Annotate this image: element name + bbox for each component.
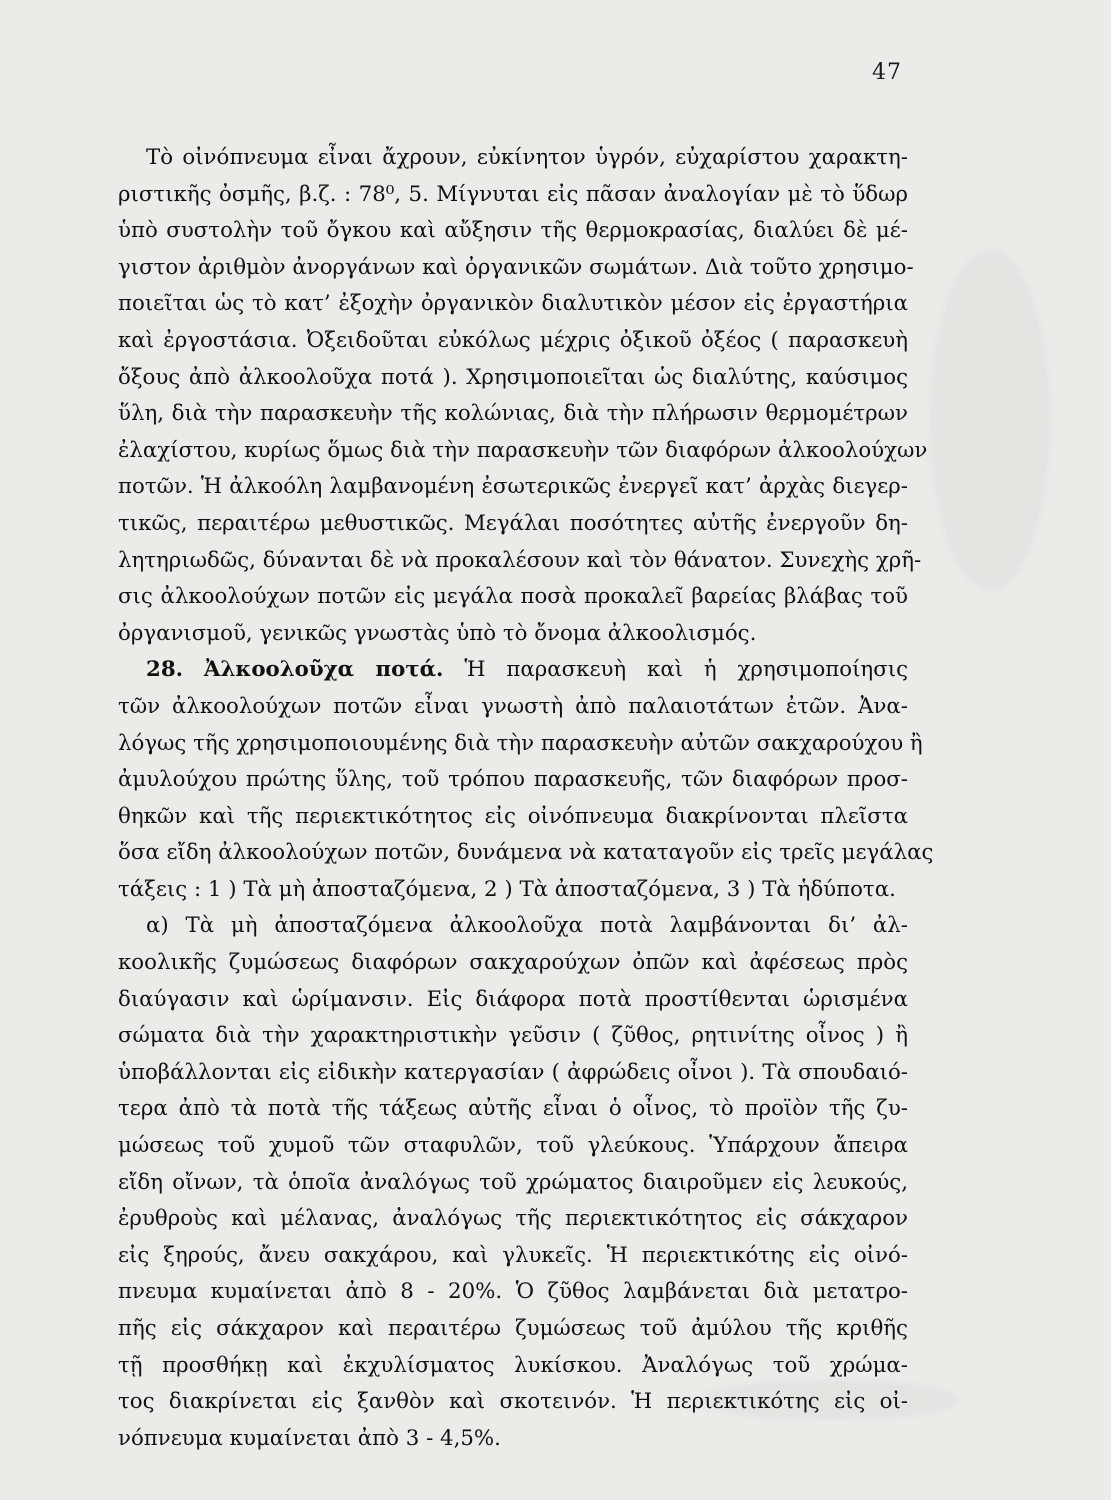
text-line: ριστικῆς ὀσμῆς, β.ζ. : 78⁰, 5. Μίγνυται εἰς πᾶσαν ἀναλογίαν μὲ τὸ ὕδωρ <box>118 181 908 207</box>
text-line: ποτῶν. Ἡ ἀλκοόλη λαμβανομένη ἐσωτερικῶς ἐνεργεῖ κατ’ ἀρχὰς διεγερ- <box>118 474 908 500</box>
text-line: τος διακρίνεται εἰς ξανθὸν καὶ σκοτεινόν. Ἡ περιεκτικότης εἰς οἰ- <box>118 1389 908 1415</box>
text-line: ὅσα εἴδη ἀλκοολούχων ποτῶν, δυνάμενα νὰ καταταγοῦν εἰς τρεῖς μεγάλας <box>118 840 934 866</box>
text-line: θηκῶν καὶ τῆς περιεκτικότητος εἰς οἰνόπνευμα διακρίνονται πλεῖστα <box>118 803 908 829</box>
text-line: λητηριωδῶς, δύνανται δὲ νὰ προκαλέσουν καὶ τὸν θάνατον. Συνεχὴς χρῆ- <box>118 547 922 573</box>
section-heading-line <box>118 652 908 689</box>
text-line: τῇ προσθήκῃ καὶ ἐκχυλίσματος λυκίσκου. Ἀναλόγως τοῦ χρώμα- <box>118 1352 908 1378</box>
text-line: εἴδη οἴνων, τὰ ὁποῖα ἀναλόγως τοῦ χρώματος διαιροῦμεν εἰς λευκούς, <box>118 1169 908 1195</box>
text-line: πνευμα κυμαίνεται ἀπὸ 8 - 20%. Ὁ ζῦθος λαμβάνεται διὰ μετατρο- <box>118 1279 908 1305</box>
text-line: ποιεῖται ὡς τὸ κατ’ ἐξοχὴν ὀργανικὸν διαλυτικὸν μέσον εἰς ἐργαστήρια <box>118 291 908 317</box>
text-line: λόγως τῆς χρησιμοποιουμένης διὰ τὴν παρασκευὴν αὐτῶν σακχαρούχου ἢ <box>118 730 923 756</box>
text-line: σις ἀλκοολούχων ποτῶν εἰς μεγάλα ποσὰ προκαλεῖ βαρείας βλάβας τοῦ <box>118 584 908 610</box>
section-number: 28. <box>146 657 184 683</box>
text-line: ἐλαχίστου, κυρίως ὅμως διὰ τὴν παρασκευὴν τῶν διαφόρων ἀλκοολούχων <box>118 437 928 463</box>
body-text <box>118 140 934 1457</box>
text-line: α) Τὰ μὴ ἀποσταζόμενα ἀλκοολοῦχα ποτὰ λαμβάνονται δι’ ἀλ- <box>146 913 908 939</box>
text-line: ὑπὸ συστολὴν τοῦ ὄγκου καὶ αὔξησιν τῆς θερμοκρασίας, διαλύει δὲ μέ- <box>118 218 908 244</box>
text-line: ὕλη, διὰ τὴν παρασκευὴν τῆς κολώνιας, διὰ τὴν πλήρωσιν θερμομέτρων <box>118 401 908 427</box>
text-line: Τὸ οἰνόπνευμα εἶναι ἄχρουν, εὐκίνητον ὑγρόν, εὐχαρίστου χαρακτη- <box>146 145 908 170</box>
text-line: εἰς ξηρούς, ἄνευ σακχάρου, καὶ γλυκεῖς. Ἡ περιεκτικότης εἰς οἰνό- <box>118 1242 908 1268</box>
text-line: ὄξους ἀπὸ ἀλκοολοῦχα ποτά ). Χρησιμοποιεῖται ὡς διαλύτης, καύσιμος <box>118 364 908 390</box>
text-line: ὀργανισμοῦ, γενικῶς γνωστὰς ὑπὸ τὸ ὄνομα ἀλκοολισμός. <box>118 620 757 646</box>
text-line: ἐρυθροὺς καὶ μέλανας, ἀναλόγως τῆς περιεκτικότητος εἰς σάκχαρον <box>118 1206 908 1232</box>
text-line: σώματα διὰ τὴν χαρακτηριστικὴν γεῦσιν ( ζῦθος, ρητινίτης οἶνος ) ἢ <box>118 1023 908 1049</box>
text-line: πῆς εἰς σάκχαρον καὶ περαιτέρω ζυμώσεως τοῦ ἀμύλου τῆς κριθῆς <box>118 1316 908 1341</box>
text-line: ὑποβάλλονται εἰς εἰδικὴν κατεργασίαν ( ἀφρώδεις οἶνοι ). Τὰ σπουδαιό- <box>118 1059 908 1085</box>
text-line: τικῶς, περαιτέρω μεθυστικῶς. Μεγάλαι ποσότητες αὐτῆς ἐνεργοῦν δη- <box>118 510 908 536</box>
page-smudge <box>930 250 1050 590</box>
text-line: τάξεις : 1 ) Τὰ μὴ ἀποσταζόμενα, 2 ) Τὰ ἀποσταζόμενα, 3 ) Τὰ ἡδύποτα. <box>118 876 896 902</box>
text-line: τῶν ἀλκοολούχων ποτῶν εἶναι γνωστὴ ἀπὸ παλαιοτάτων ἐτῶν. Ἀνα- <box>118 693 908 719</box>
text-line: μώσεως τοῦ χυμοῦ τῶν σταφυλῶν, τοῦ γλεύκους. Ὑπάρχουν ἄπειρα <box>118 1133 908 1159</box>
text-line: γιστον ἀριθμὸν ἀνοργάνων καὶ ὀργανικῶν σωμάτων. Διὰ τοῦτο χρησιμο- <box>118 254 914 280</box>
text-line: κοολικῆς ζυμώσεως διαφόρων σακχαρούχων ὀπῶν καὶ ἀφέσεως πρὸς <box>118 950 908 976</box>
text-line: νόπνευμα κυμαίνεται ἀπὸ 3 - 4,5%. <box>118 1425 501 1451</box>
section-title: Ἀλκοολοῦχα ποτά. <box>203 657 444 683</box>
page-number: 47 <box>872 60 902 85</box>
text-line: καὶ ἐργοστάσια. Ὀξειδοῦται εὐκόλως μέχρις ὀξικοῦ ὀξέος ( παρασκευὴ <box>118 327 908 353</box>
text-line: ἀμυλούχου πρώτης ὕλης, τοῦ τρόπου παρασκευῆς, τῶν διαφόρων προσ- <box>118 767 908 793</box>
text-line: τερα ἀπὸ τὰ ποτὰ τῆς τάξεως αὐτῆς εἶναι ὁ οἶνος, τὸ προϊὸν τῆς ζυ- <box>118 1096 908 1122</box>
text-line: διαύγασιν καὶ ὡρίμανσιν. Εἰς διάφορα ποτὰ προστίθενται ὡρισμένα <box>118 986 908 1012</box>
section-first-line-text: Ἡ παρασκευὴ καὶ ἡ χρησιμοποίησις <box>464 657 909 683</box>
